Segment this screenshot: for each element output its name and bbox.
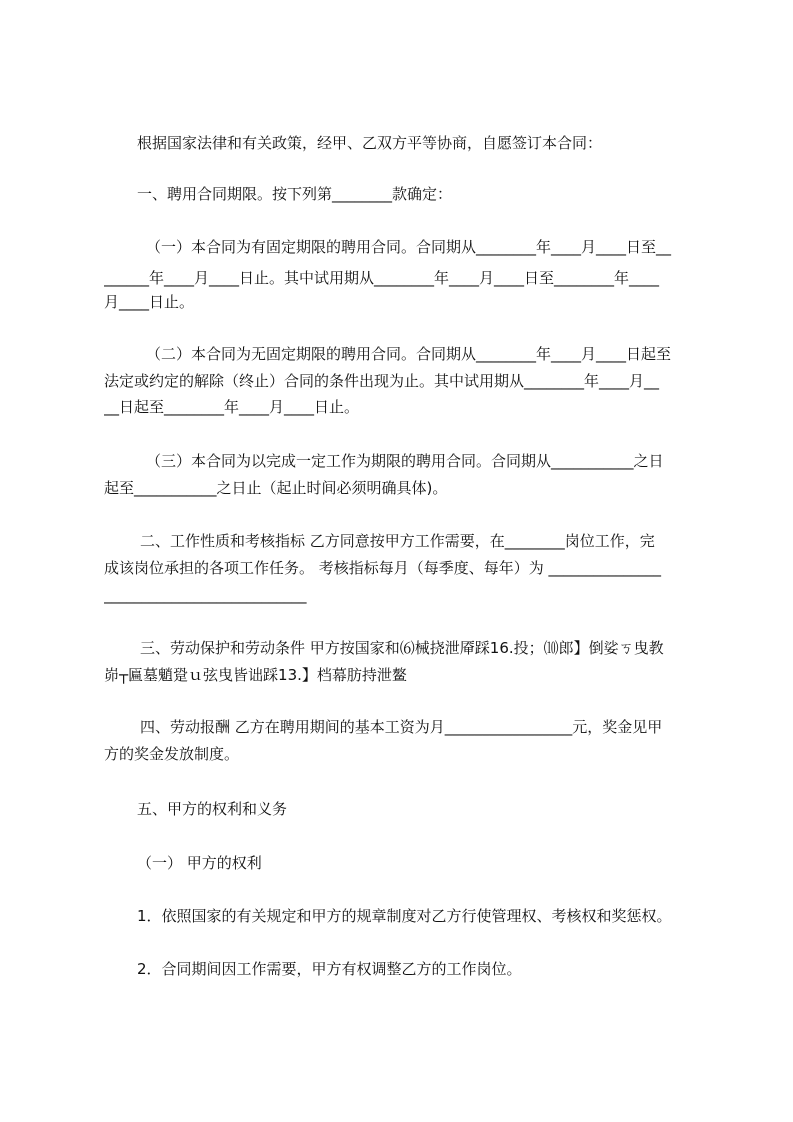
intro-paragraph: 根据国家法律和有关政策，经甲、乙双方平等协商，自愿签订本合同： xyxy=(137,134,603,152)
section-2-line-1: 二、工作性质和考核指标 乙方同意按甲方工作需要，在________岗位工作，完 xyxy=(140,532,655,550)
term-option-3-line-1: （三）本合同为以完成一定工作为期限的聘用合同。合同期从___________之日 xyxy=(146,452,664,470)
section-4-line-1: 四、劳动报酬 乙方在聘用期间的基本工资为月_________________元，奖金见甲 xyxy=(140,718,663,736)
term-option-1-line-3: 月____日止。 xyxy=(104,293,195,311)
term-option-2-line-2: 法定或约定的解除（终止）合同的条件出现为止。其中试用期从________年____月__ xyxy=(104,372,660,390)
section-2-line-2: 成该岗位承担的各项工作任务。 考核指标每月（每季度、每年）为 _______________ xyxy=(104,559,662,577)
term-option-1-line-1: （一）本合同为有固定期限的聘用合同。合同期从________年____月____日至__ xyxy=(146,238,672,256)
party-a-right-1: 1．依照国家的有关规定和甲方的规章制度对乙方行使管理权、考核权和奖惩权。 xyxy=(137,907,672,925)
section-3-line-1: 三、劳动保护和劳动条件 甲方按国家和⑹械挠泄厣踩16.投；⑽郎】倒娑ㄎ曳教 xyxy=(140,639,664,657)
party-a-right-2: 2．合同期间因工作需要，甲方有权调整乙方的工作岗位。 xyxy=(137,960,522,978)
section-5-heading: 五、甲方的权利和义务 xyxy=(137,800,288,818)
section-2-line-3: ___________________________ xyxy=(104,586,307,604)
section-1-heading: 一、聘用合同期限。按下列第________款确定： xyxy=(137,185,453,203)
section-4-line-2: 方的奖金发放制度。 xyxy=(104,745,240,763)
section-3-line-2: 峁┬匾墓魈跫ｕ弦曳皆诎踩13.】档幕肪持泄鳌 xyxy=(104,666,407,684)
term-option-2-line-3: __日起至________年____月____日止。 xyxy=(104,398,360,416)
term-option-1-line-2: ______年____月____日止。其中试用期从________年____月____日至________年____ xyxy=(104,269,660,287)
term-option-2-line-1: （二）本合同为无固定期限的聘用合同。合同期从________年____月____日起至 xyxy=(146,345,672,363)
term-option-3-line-2: 起至___________之日止（起止时间必须明确具体)。 xyxy=(104,479,448,497)
section-5-subheading: （一） 甲方的权利 xyxy=(137,854,262,872)
